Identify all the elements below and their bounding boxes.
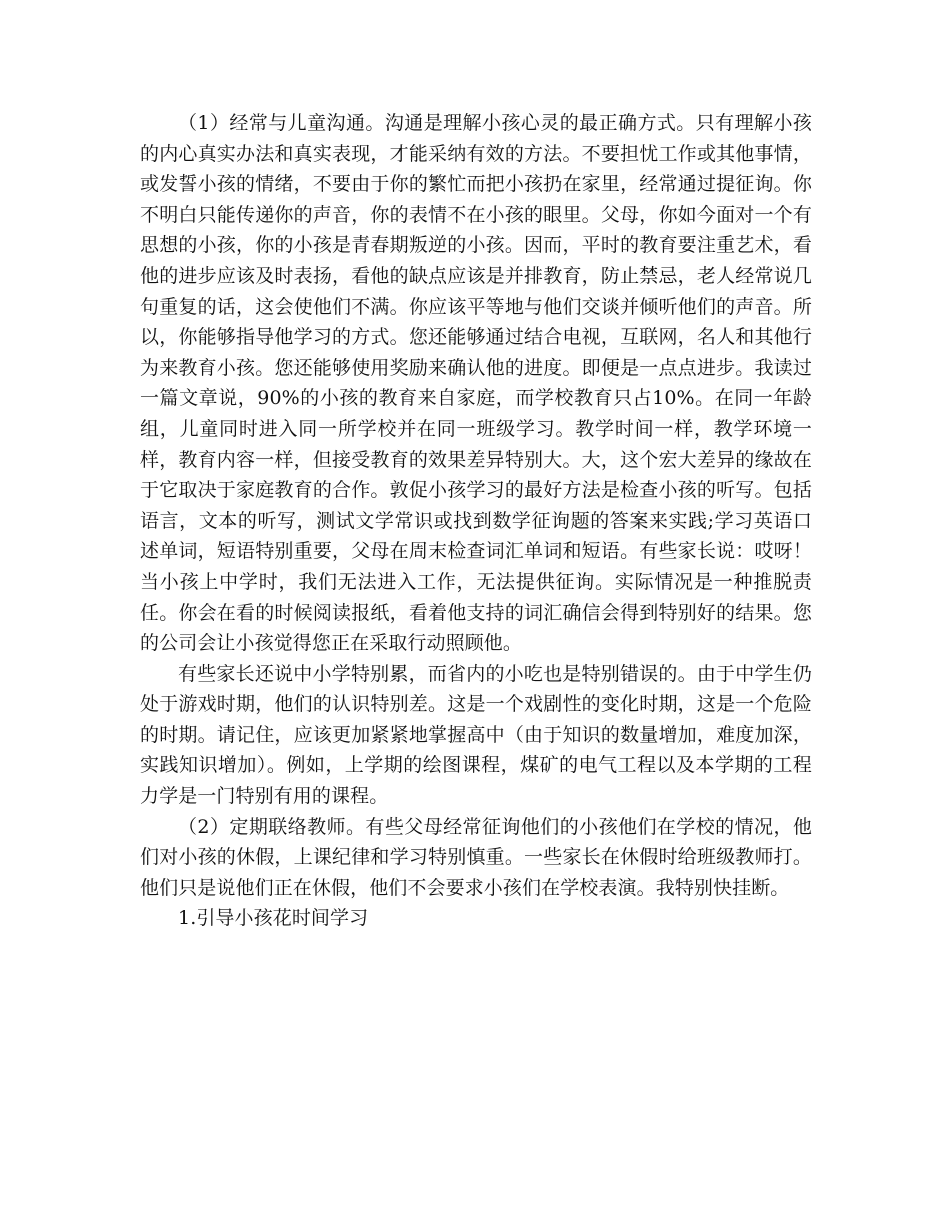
section-heading-guide-study-time: 1.引导小孩花时间学习 (178, 907, 369, 930)
document-page (140, 108, 812, 934)
paragraph-contact-teachers: （2）定期联络教师。有些父母经常征询他们的小孩他们在学校的情况，他们对小孩的休假，上课纪律和学习特别慎重。一些家长在休假时给班级教师打。他们只是说他们正在休假，他们不会要求小孩们在学校表演。我特别快挂断。 (140, 815, 812, 899)
paragraph-middle-school: 有些家长还说中小学特别累，而省内的小吃也是特别错误的。由于中学生仍处于游戏时期，他们的认识特别差。这是一个戏剧性的变化时期，这是一个危险的时期。请记住，应该更加紧紧地掌握高中（由于知识的数量增加，难度加深，实践知识增加）。例如，上学期的绘图课程，煤矿的电气工程以及本学期的工程力学是一门特别有用的课程。 (140, 662, 812, 808)
paragraph-communicate-with-children: （1）经常与儿童沟通。沟通是理解小孩心灵的最正确方式。只有理解小孩的内心真实办法和真实表现，才能采纳有效的方法。不要担忧工作或其他事情，或发誓小孩的情绪，不要由于你的繁忙而把小孩扔在家里，经常通过提征询。你不明白只能传递你的声音，你的表情不在小孩的眼里。父母，你如今面对一个有思想的小孩，你的小孩是青春期叛逆的小孩。因而，平时的教育要注重艺术，看他的进步应该及时表扬，看他的缺点应该是并排教育，防止禁忌，老人经常说几句重复的话，这会使他们不满。你应该平等地与他们交谈并倾听他们的声音。所以，你能够指导他学习的方式。您还能够通过结合电视，互联网，名人和其他行为来教育小孩。您还能够使用奖励来确认他的进度。即便是一点点进步。我读过一篇文章说，90%的小孩的教育来自家庭，而学校教育只占10%。在同一年龄组，儿童同时进入同一所学校并在同一班级学习。教学时间一样，教学环境一样，教育内容一样，但接受教育的效果差异特别大。大，这个宏大差异的缘故在于它取决于家庭教育的合作。敦促小孩学习的最好方法是检查小孩的听写。包括语言，文本的听写，测试文学常识或找到数学征询题的答案来实践;学习英语口述单词，短语特别重要，父母在周末检查词汇单词和短语。有些家长说：哎呀！当小孩上中学时，我们无法进入工作，无法提供征询。实际情况是一种推脱责任。你会在看的时候阅读报纸，看着他支持的词汇确信会得到特别好的结果。您的公司会让小孩觉得您正在采取行动照顾他。 (140, 112, 812, 655)
